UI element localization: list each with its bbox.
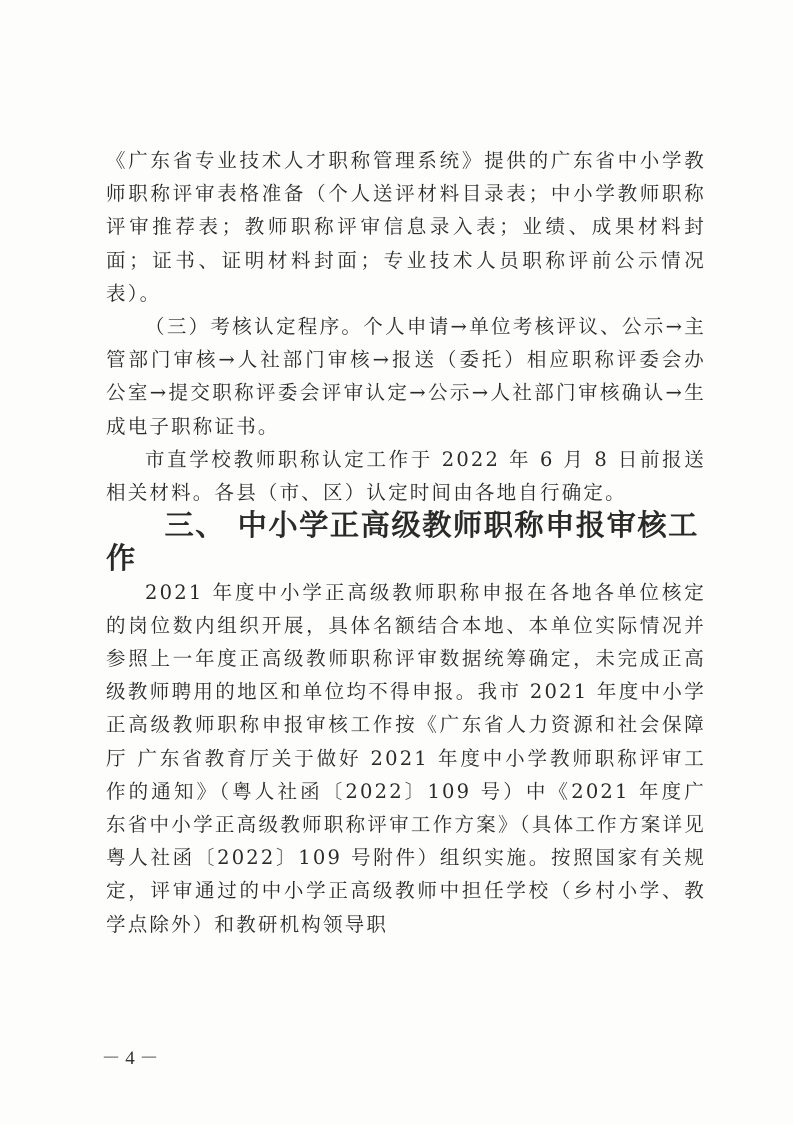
paragraph-evaluation-forms: 《广东省专业技术人才职称管理系统》提供的广东省中小学教师职称评审表格准备（个人送评材料目录表；中小学教师职称评审推荐表；教师职称评审信息录入表；业绩、成果材料封面；证书、证明材料封面；专业技术人员职称评前公示情况表）。	[106, 149, 706, 305]
section-heading: 三、 中小学正高级教师职称申报审核工作	[106, 508, 699, 576]
paragraph-senior-teacher-application: 2021 年度中小学正高级教师职称申报在各地各单位核定的岗位数内组织开展，具体名额结合本地、本单位实际情况并参照上一年度正高级教师职称评审数据统筹确定，未完成正高级教师聘用的地区和单位均不得申报。我市 2021 年度中小学正高级教师职称申报审核工作按《广东省人力资源和社会保障厅 广东省教育厅关于做好 2021 年度中小学教师职称评审工作的通知》（粤人社函〔2022〕109 号）中《2021 年度广东省中小学正高级教师职称评审工作方案》（具体工作方案详见粤人社函〔2022〕109 号附件）组织实施。按照国家有关规定，评审通过的中小学正高级教师中担任学校（乡村小学、教学点除外）和教研机构领导职	[106, 580, 706, 936]
paragraph-submission-deadline: 市直学校教师职称认定工作于 2022 年 6 月 8 日前报送相关材料。各县（市、区）认定时间由各地自行确定。	[106, 447, 706, 505]
paragraph-assessment-procedure: （三）考核认定程序。个人申请→单位考核评议、公示→主管部门审核→人社部门审核→报送（委托）相应职称评委会办公室→提交职称评委会评审认定→公示→人社部门审核确认→生成电子职称证书。	[106, 315, 706, 438]
document-body	[106, 144, 706, 941]
page-number: － 4 －	[101, 1048, 159, 1069]
